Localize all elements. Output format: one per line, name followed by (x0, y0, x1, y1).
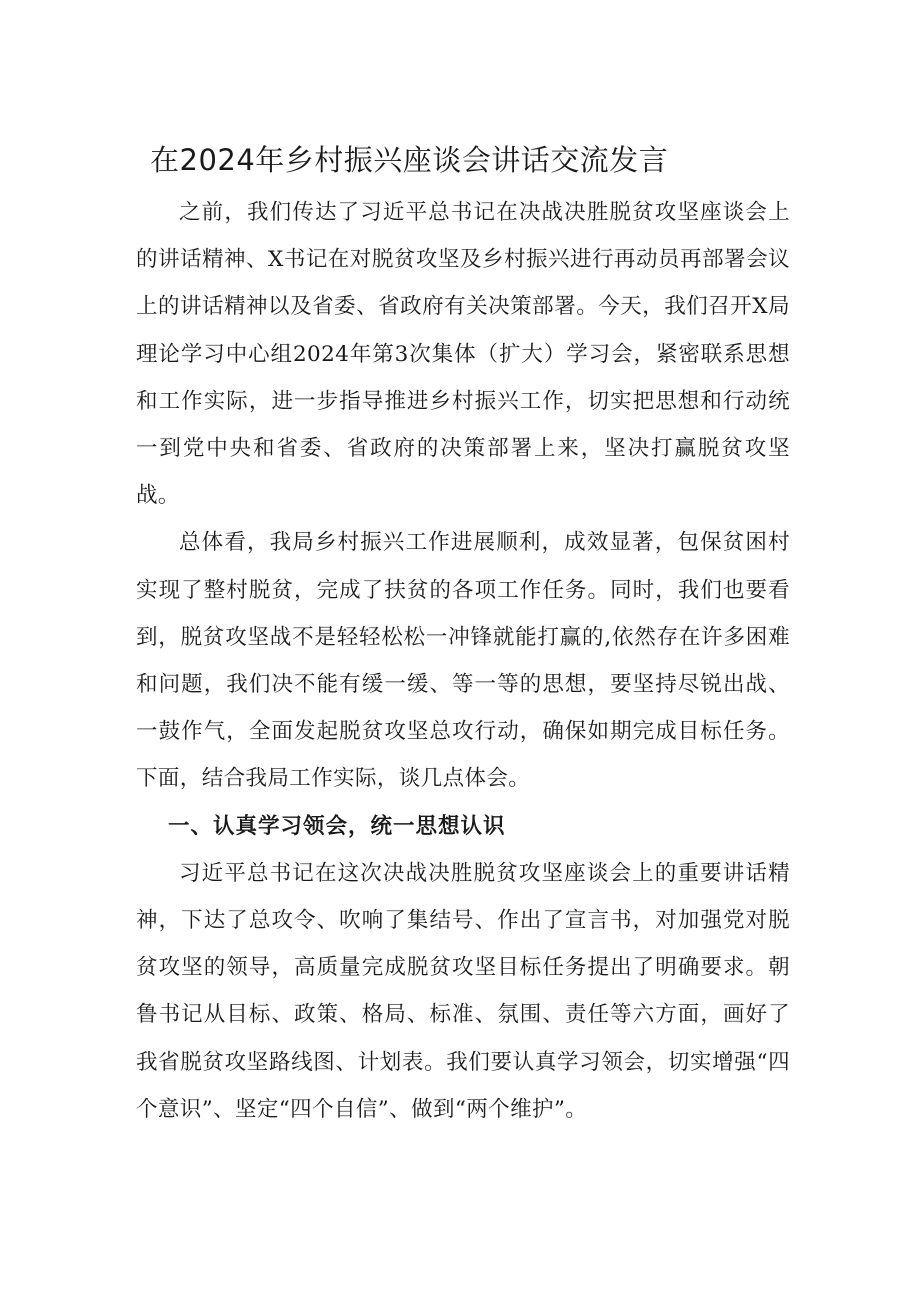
document-title: 在2024年乡村振兴座谈会讲话交流发言 (150, 143, 669, 177)
paragraph-section-1: 习近平总书记在这次决战决胜脱贫攻坚座谈会上的重要讲话精神，下达了总攻令、吹响了集结号、作出了宣言书，对加强党对脱贫攻坚的领导，高质量完成脱贫攻坚目标任务提出了明确要求。朝鲁书记从目标、政策、格局、标准、氛围、责任等六方面，画好了我省脱贫攻坚路线图、计划表。我们要认真学习领会，切实增强“四个意识”、坚定“四个自信”、做到“两个维护”。 (136, 860, 790, 1122)
paragraph-intro: 之前，我们传达了习近平总书记在决战决胜脱贫攻坚座谈会上的讲话精神、X书记在对脱贫攻坚及乡村振兴进行再动员再部署会议上的讲话精神以及省委、省政府有关决策部署。今天，我们召开X局理论学习中心组2024年第3次集体（扩大）学习会，紧密联系思想和工作实际，进一步指导推进乡村振兴工作，切实把思想和行动统一到党中央和省委、省政府的决策部署上来，坚决打赢脱贫攻坚战。 (136, 200, 790, 509)
section-heading-1: 一、认真学习领会，统一思想认识 (168, 813, 506, 839)
paragraph-overview: 总体看，我局乡村振兴工作进展顺利，成效显著，包保贫困村实现了整村脱贫，完成了扶贫的各项工作任务。同时，我们也要看到，脱贫攻坚战不是轻轻松松一冲锋就能打赢的,依然存在许多困难和问题，我们决不能有缓一缓、等一等的思想，要坚持尽锐出战、一鼓作气，全面发起脱贫攻坚总攻行动，确保如期完成目标任务。下面，结合我局工作实际，谈几点体会。 (136, 530, 790, 792)
document-body (136, 189, 790, 1133)
